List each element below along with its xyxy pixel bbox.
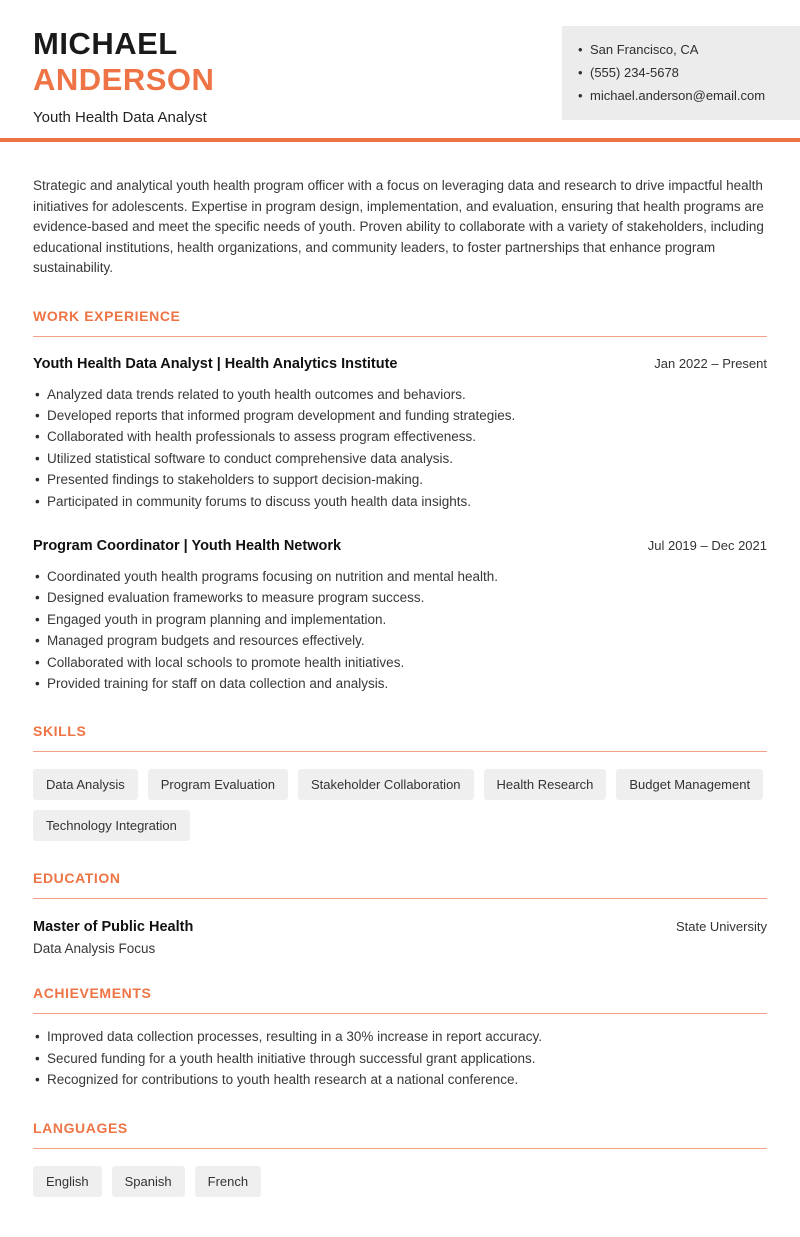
section-work-experience: [33, 308, 767, 695]
achievements-section-title: ACHIEVEMENTS: [33, 985, 767, 1014]
achievements-bullets: [33, 1026, 767, 1090]
language-chip: Spanish: [112, 1166, 185, 1197]
contact-item-location: • San Francisco, CA: [578, 38, 784, 61]
bullet-item: • Collaborated with local schools to promote health initiatives.: [33, 652, 767, 673]
skill-chip: Data Analysis: [33, 769, 138, 800]
job-dates: Jul 2019 – Dec 2021: [647, 537, 767, 553]
bullet-item: • Secured funding for a youth health initiative through successful grant applications.: [33, 1048, 767, 1069]
skill-chip: Budget Management: [616, 769, 763, 800]
education-entry: [33, 919, 767, 956]
accent-divider: [0, 138, 800, 142]
job-bullets: [33, 566, 767, 694]
header-job-title: Youth Health Data Analyst: [33, 109, 207, 126]
bullet-item: • Recognized for contributions to youth health research at a national conference.: [33, 1069, 767, 1090]
header: [0, 0, 800, 138]
bullet-item: • Utilized statistical software to conduct comprehensive data analysis.: [33, 448, 767, 469]
section-education: [33, 870, 767, 956]
job-title: Program Coordinator | Youth Health Network: [33, 537, 342, 554]
languages-chip-list: [33, 1166, 767, 1197]
job-title: Youth Health Data Analyst | Health Analytics Institute: [33, 355, 398, 372]
resume-content: [0, 176, 800, 1237]
language-chip: French: [195, 1166, 261, 1197]
work-section-title: WORK EXPERIENCE: [33, 308, 767, 337]
skill-chip: Technology Integration: [33, 810, 190, 841]
skills-section-title: SKILLS: [33, 723, 767, 752]
bullet-item: • Coordinated youth health programs focusing on nutrition and mental health.: [33, 566, 767, 587]
name-block: [33, 26, 214, 126]
job-dates: Jan 2022 – Present: [654, 355, 767, 371]
degree-focus: Data Analysis Focus: [33, 941, 156, 957]
bullet-item: • Analyzed data trends related to youth health outcomes and behaviors.: [33, 384, 767, 405]
bullet-item: • Developed reports that informed program development and funding strategies.: [33, 405, 767, 426]
education-section-title: EDUCATION: [33, 870, 767, 899]
education-header-row: [33, 919, 767, 935]
bullet-item: • Participated in community forums to discuss youth health data insights.: [33, 491, 767, 512]
bullet-item: • Engaged youth in program planning and implementation.: [33, 609, 767, 630]
summary-text: Strategic and analytical youth health program officer with a focus on leveraging data and research to drive impactful health initiatives for adolescents. Expertise in program design, implementation, and evaluation, ensuring that health programs are evidence-based and meet the specific needs of youth. Proven ability to collaborate with a variety of stakeholders, including educational institutions, health organizations, and community leaders, to foster partnerships that enhance program sustainability.: [33, 178, 764, 275]
bullet-item: • Improved data collection processes, resulting in a 30% increase in report accuracy.: [33, 1026, 767, 1047]
skill-chip: Health Research: [484, 769, 607, 800]
skill-chip: Program Evaluation: [148, 769, 288, 800]
language-chip: English: [33, 1166, 102, 1197]
degree-title: Master of Public Health: [33, 919, 194, 936]
job-header-row: [33, 356, 767, 372]
skill-chip: Stakeholder Collaboration: [298, 769, 474, 800]
skills-chip-list: [33, 769, 767, 841]
languages-section-title: LANGUAGES: [33, 1120, 767, 1149]
job-entry: [33, 538, 767, 694]
bullet-item: • Designed evaluation frameworks to measure program success.: [33, 587, 767, 608]
section-skills: [33, 723, 767, 841]
contact-item-phone: • (555) 234-5678: [578, 61, 784, 84]
contact-box: [562, 26, 800, 120]
job-bullets: [33, 384, 767, 512]
bullet-item: • Provided training for staff on data collection and analysis.: [33, 673, 767, 694]
last-name: ANDERSON: [33, 62, 215, 97]
section-achievements: [33, 985, 767, 1090]
bullet-item: • Presented findings to stakeholders to support decision-making.: [33, 469, 767, 490]
bullet-item: • Collaborated with health professionals to assess program effectiveness.: [33, 426, 767, 447]
section-languages: [33, 1120, 767, 1197]
institution-name: State University: [675, 919, 767, 935]
first-name: MICHAEL: [33, 26, 178, 61]
job-entry: [33, 356, 767, 512]
bullet-item: • Managed program budgets and resources effectively.: [33, 630, 767, 651]
contact-item-email: • michael.anderson@email.com: [578, 84, 784, 107]
job-header-row: [33, 538, 767, 554]
